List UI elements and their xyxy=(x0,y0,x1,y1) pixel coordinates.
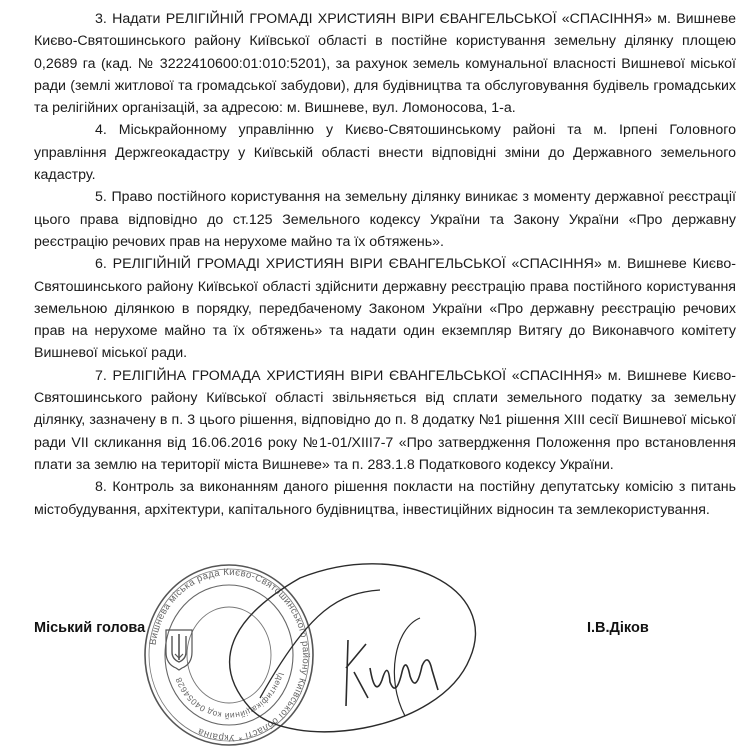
signatory-name: І.В.Діков xyxy=(587,620,649,636)
signatory-position: Міський голова xyxy=(34,620,146,636)
paragraph-7: 7. РЕЛІГІЙНА ГРОМАДА ХРИСТИЯН ВІРИ ЄВАНГЕЛЬСЬКОЇ «СПАСІННЯ» м. Вишневе Києво-Святошинського району Київської області звільняється від сплати земельного податку за земельну ділянку, зазначену в п. 3 цього рішення, відповідно до п. 8 додатку №1 рішення XIII сесії Вишневої міської ради VII скликання від 16.06.2016 року №1-01/XIII7-7 «Про затвердження Положення про встановлення плати за землю на території міста Вишневе» та п. 283.1.8 Податкового кодексу України. xyxy=(34,367,736,473)
paragraph-5: 5. Право постійного користування на земельну ділянку виникає з моменту державної реєстрації цього права відповідно до ст.125 Земельного кодексу України та Закону України «Про державну реєстрацію речових прав на нерухоме майно та їх обтяжень». xyxy=(34,189,736,250)
stamp-outer-text: Вишнева міська рада Києво-Святошинського району Київської області * Україна xyxy=(147,566,312,744)
paragraph-6: 6. РЕЛІГІЙНІЙ ГРОМАДІ ХРИСТИЯН ВІРИ ЄВАНГЕЛЬСЬКОЇ «СПАСІННЯ» м. Вишневе Києво-Святошинського району Київської області здійснити державну реєстрацію права постійного користування земельною ділянкою в порядку, передбаченому Законом України «Про державну реєстрацію речових прав на нерухоме майно та їх обтяжень» та надати один екземпляр Витягу до Виконавчого комітету Вишневої міської ради. xyxy=(34,256,736,362)
stamp-inner-text: Ідентифікаційний код 04054628 xyxy=(173,671,287,722)
document-body xyxy=(34,8,736,521)
handwritten-signature xyxy=(170,548,500,748)
paragraph-8: 8. Контроль за виконанням даного рішення покласти на постійну депутатську комісію з питань містобудування, архітектури, капітального будівництва, інвестиційних відносин та землекористування. xyxy=(34,479,736,518)
paragraph-4: 4. Міськрайонному управлінню у Києво-Святошинському районі та м. Ірпені Головного управління Держгеокадастру у Київській області внести відповідні зміни до Державного земельного кадастру. xyxy=(34,122,736,184)
paragraph-3: 3. Надати РЕЛІГІЙНІЙ ГРОМАДІ ХРИСТИЯН ВІРИ ЄВАНГЕЛЬСЬКОЇ «СПАСІННЯ» м. Вишневе Києво-Святошинського району Київської області в постійне користування земельну ділянку площею 0,2689 га (кад. № 3222410600:01:010:5201), за рахунок земель комунальної власності Вишневої міської ради (землі житлової та громадської забудови), для будівництва та обслуговування будівель громадських та релігійних організацій, за адресою: м. Вишневе, вул. Ломоносова, 1-а. xyxy=(34,11,736,117)
